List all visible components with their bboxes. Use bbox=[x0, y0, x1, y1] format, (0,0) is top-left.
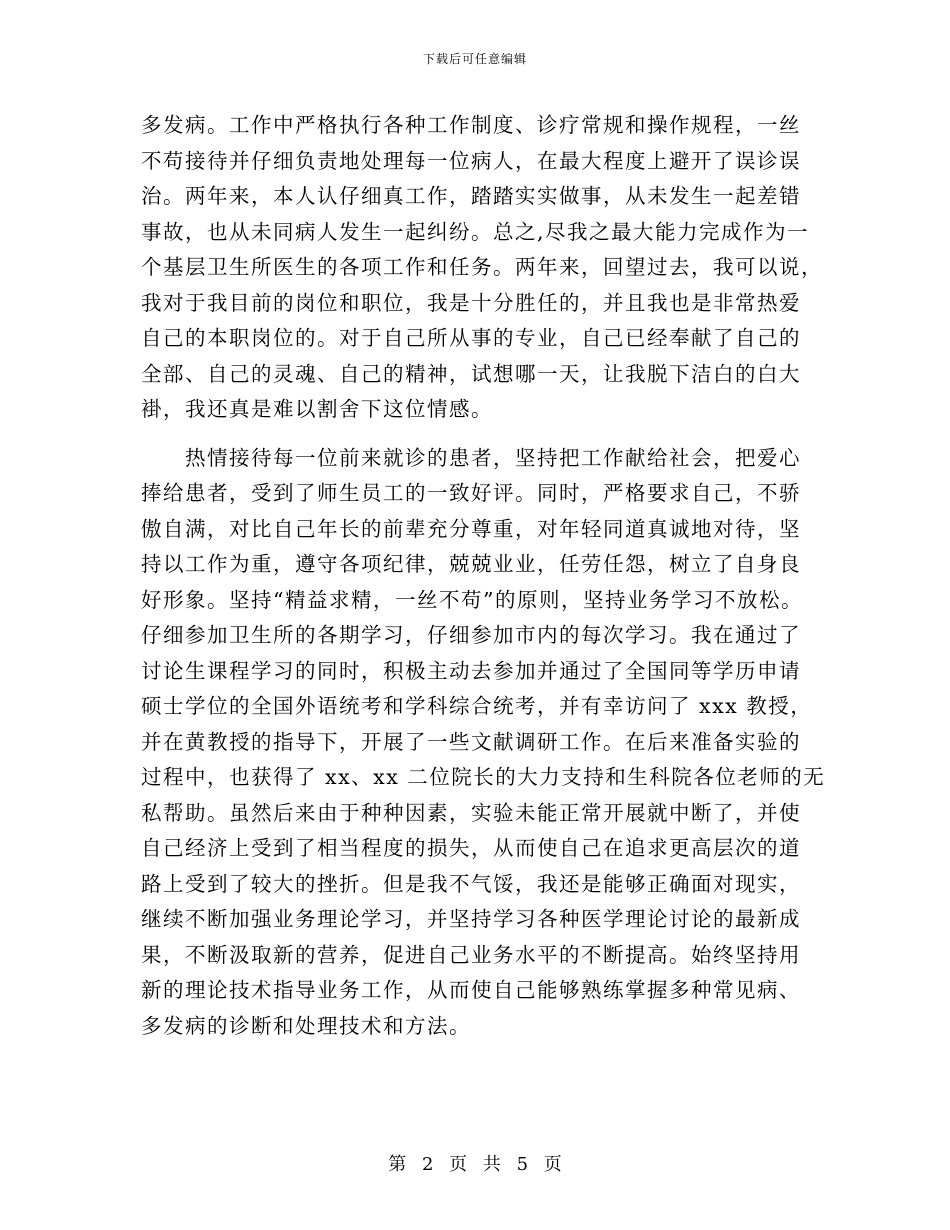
text-line: 路上受到了较大的挫折。但是我不气馁，我还是能够正确面对现实， bbox=[141, 871, 801, 896]
text-line: 个基层卫生所医生的各项工作和任务。两年来，回望过去，我可以说， bbox=[141, 255, 823, 279]
text-line: 好形象。坚持“精益求精，一丝不苟”的原则，坚持业务学习不放松。 bbox=[141, 587, 803, 612]
current-page-number: 2 bbox=[421, 1154, 434, 1175]
text-line: 硕士学位的全国外语统考和学科综合统考，并有幸访问了 xxx 教授， bbox=[141, 694, 813, 718]
text-line: 我对于我目前的岗位和职位，我是十分胜任的，并且我也是非常热爱 bbox=[141, 290, 801, 315]
total-label: 共 bbox=[482, 1154, 501, 1175]
text-line: 讨论生课程学习的同时，积极主动去参加并通过了全国同等学历申请 bbox=[141, 658, 801, 683]
page-unit-label: 页 bbox=[449, 1154, 468, 1175]
paragraph-spacer bbox=[141, 428, 816, 441]
page-label: 第 bbox=[388, 1154, 407, 1175]
text-line: 新的理论技术指导业务工作，从而使自己能够熟练掌握多种常见病、 bbox=[141, 978, 801, 1002]
paragraph-2 bbox=[141, 441, 826, 1045]
text-line: 私帮助。虽然后来由于种种因素，实验未能正常开展就中断了，并使 bbox=[141, 800, 801, 825]
text-line: 多发病的诊断和处理技术和方法。 bbox=[141, 1013, 471, 1038]
text-line: 自己经济上受到了相当程度的损失，从而使自己在追求更高层次的道 bbox=[141, 836, 801, 860]
text-line: 多发病。工作中严格执行各种工作制度、诊疗常规和操作规程，一丝 bbox=[141, 113, 801, 137]
text-line: 过程中，也获得了 xx、xx 二位院长的大力支持和生科院各位老师的无 bbox=[141, 765, 826, 789]
text-line: 捧给患者，受到了师生员工的一致好评。同时，严格要求自己，不骄 bbox=[141, 481, 801, 505]
text-line: 果，不断汲取新的营养，促进自己业务水平的不断提高。始终坚持用 bbox=[141, 942, 801, 967]
text-line: 褂，我还真是难以割舍下这位情感。 bbox=[141, 397, 493, 421]
text-line: 自己的本职岗位的。对于自己所从事的专业，自己已经奉献了自己的 bbox=[141, 326, 801, 350]
page-header-note: 下载后可任意编辑 bbox=[422, 52, 527, 66]
text-line: 事故，也从未同病人发生一起纠纷。总之,尽我之最大能力完成作为一 bbox=[141, 219, 810, 244]
total-page-count: 5 bbox=[516, 1154, 529, 1175]
text-line: 并在黄教授的指导下，开展了一些文献调研工作。在后来准备实验的 bbox=[141, 729, 801, 754]
paragraph-1 bbox=[141, 108, 823, 428]
text-line: 不苟接待并仔细负责地处理每一位病人，在最大程度上避开了误诊误 bbox=[141, 148, 801, 173]
text-line: 治。两年来，本人认仔细真工作，踏踏实实做事，从未发生一起差错 bbox=[141, 184, 801, 208]
text-line: 热情接待每一位前来就诊的患者，坚持把工作献给社会，把爱心 bbox=[185, 445, 801, 470]
document-body bbox=[141, 108, 826, 1044]
text-line: 全部、自己的灵魂、自己的精神，试想哪一天，让我脱下洁白的白大 bbox=[141, 361, 801, 386]
text-line: 傲自满，对比自己年长的前辈充分尊重，对年轻同道真诚地对待，坚 bbox=[141, 516, 801, 541]
page-unit-label: 页 bbox=[543, 1154, 562, 1175]
text-line: 持以工作为重，遵守各项纪律，兢兢业业，任劳任怨，树立了自身良 bbox=[141, 552, 801, 576]
page-footer bbox=[0, 1153, 950, 1177]
text-line: 继续不断加强业务理论学习，并坚持学习各种医学理论讨论的最新成 bbox=[141, 907, 801, 931]
text-line: 仔细参加卫生所的各期学习，仔细参加市内的每次学习。我在通过了 bbox=[141, 623, 801, 647]
